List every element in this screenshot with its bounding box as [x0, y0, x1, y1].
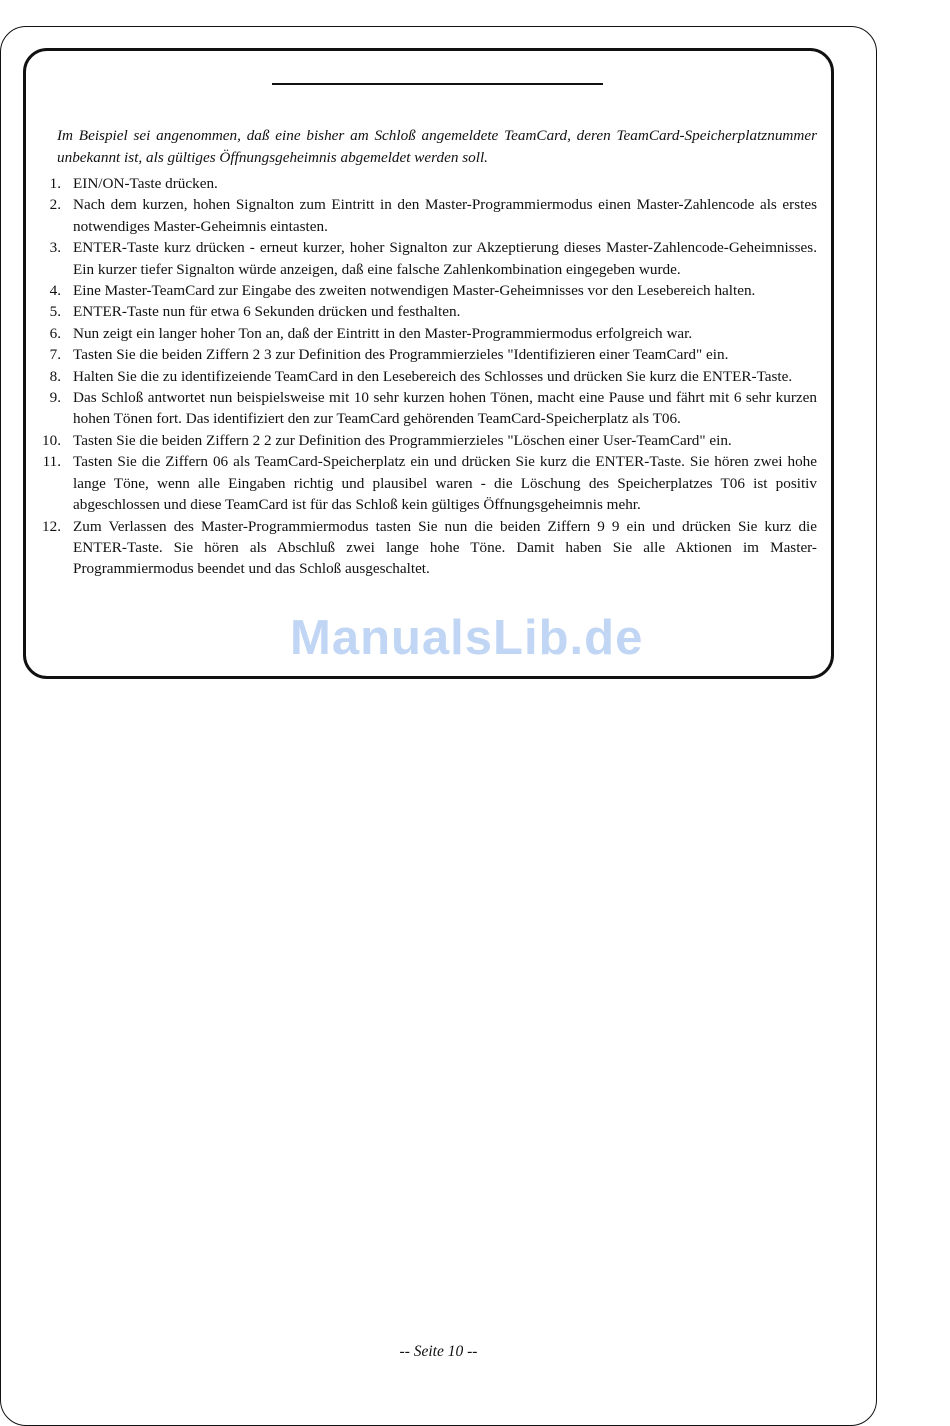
page-number-footer: -- Seite 10 --	[399, 1343, 478, 1360]
step-item	[0, 516, 817, 580]
step-item	[0, 323, 817, 344]
watermark: ManualsLib.de	[290, 611, 644, 665]
step-text: Eine Master-TeamCard zur Eingabe des zweiten notwendigen Master-Geheimnisses vor den Lesebereich halten.	[73, 282, 756, 300]
step-text: ENTER-Taste nun für etwa 6 Sekunden drücken und festhalten.	[73, 303, 461, 321]
step-item	[0, 280, 817, 301]
step-text: Tasten Sie die beiden Ziffern 2 3 zur Definition des Programmierzieles "Identifizieren einer TeamCard" ein.	[73, 346, 729, 364]
step-number: 11.	[42, 453, 61, 471]
step-item	[0, 344, 817, 365]
step-number: 4.	[49, 282, 61, 300]
step-item	[0, 173, 817, 194]
step-number: 2.	[49, 196, 61, 214]
step-number: 10.	[42, 431, 61, 449]
step-text: Nun zeigt ein langer hoher Ton an, daß der Eintritt in den Master-Programmiermodus erfolgreich war.	[73, 324, 693, 342]
step-item	[0, 237, 817, 280]
step-text: Nach dem kurzen, hohen Signalton zum Eintritt in den Master-Programmiermodus einen Master-Zahlencode als erstes notwendiges Master-Geheimnis eintasten.	[73, 196, 817, 235]
step-text: Zum Verlassen des Master-Programmiermodus tasten Sie nun die beiden Ziffern 9 9 ein und drücken Sie kurz die ENTER-Taste. Sie hören als Abschluß zwei lange hohe Töne. Damit haben Sie alle Aktionen im Master-Programmiermodus beendet und das Schloß ausgeschaltet.	[73, 517, 817, 578]
step-text: Das Schloß antwortet nun beispielsweise mit 10 sehr kurzen hohen Tönen, macht eine Pause und fährt mit 6 sehr kurzen hohen Tönen fort. Das identifiziert den zur TeamCard gehörenden TeamCard-Speicherplatz als T06.	[73, 389, 817, 428]
step-text: Tasten Sie die beiden Ziffern 2 2 zur Definition des Programmierzieles "Löschen einer User-TeamCard" ein.	[73, 431, 732, 449]
step-number: 9.	[49, 389, 61, 407]
step-item	[0, 366, 817, 387]
intro-paragraph: Im Beispiel sei angenommen, daß eine bisher am Schloß angemeldete TeamCard, deren TeamCard-Speicherplatznummer unbekannt ist, als gültiges Öffnungsgeheimnis abgemeldet werden soll.	[57, 127, 817, 166]
step-number: 7.	[49, 346, 61, 364]
step-number: 12.	[42, 517, 61, 535]
step-number: 1.	[49, 175, 61, 192]
step-number: 3.	[49, 239, 61, 257]
step-text: Tasten Sie die Ziffern 06 als TeamCard-Speicherplatz ein und drücken Sie kurz die ENTER-Taste. Sie hören zwei hohe lange Töne, wenn alle Eingaben richtig und plausibel waren - die Löschung des Speicherplatzes T06 ist positiv abgeschlossen und diese TeamCard ist für das Schloß kein gültiges Öffnungsgeheimnis mehr.	[73, 453, 817, 514]
step-number: 6.	[49, 324, 61, 342]
step-item	[0, 194, 817, 237]
step-text: EIN/ON-Taste drücken.	[73, 175, 218, 192]
step-item	[0, 387, 817, 430]
step-item	[0, 301, 817, 322]
step-item	[0, 451, 817, 515]
title-rule	[272, 83, 603, 85]
step-text: ENTER-Taste kurz drücken - erneut kurzer, hoher Signalton zur Akzeptierung dieses Master-Zahlencode-Geheimnisses. Ein kurzer tiefer Signalton würde anzeigen, daß eine falsche Zahlenkombination eingegeben wurde.	[73, 239, 817, 278]
step-number: 5.	[49, 303, 61, 321]
step-text: Halten Sie die zu identifizeiende TeamCard in den Lesebereich des Schlosses und drücken Sie kurz die ENTER-Taste.	[73, 367, 793, 385]
step-item	[0, 430, 817, 451]
step-number: 8.	[49, 367, 61, 385]
step-list	[0, 173, 817, 580]
